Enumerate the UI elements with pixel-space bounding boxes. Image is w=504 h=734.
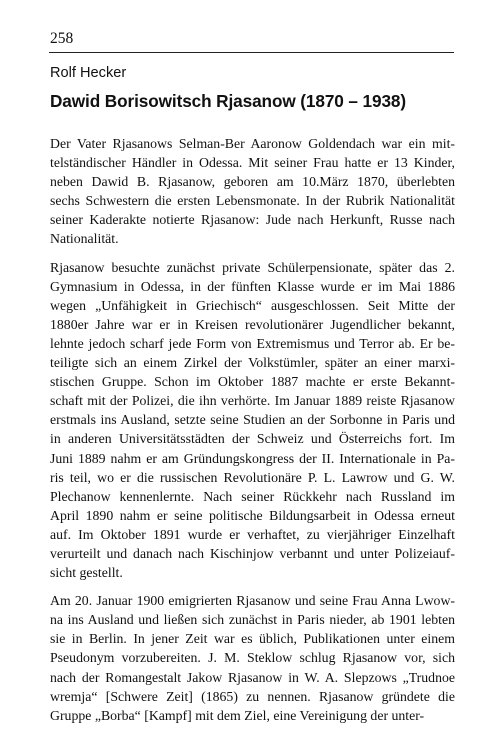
author-name: Rolf Hecker xyxy=(50,65,127,81)
text-line: schaft mit der Polizei, die ihn verhörte. Im Januar 1889 reiste Rjasanow xyxy=(50,393,455,409)
text-line: wremja“ [Schwere Zeit] (1865) zu nennen. Rjasanow gründete die xyxy=(50,688,455,704)
text-line: Gruppe „Borba“ [Kampf] mit dem Ziel, eine Vereinigung der unter- xyxy=(50,707,425,723)
text-line: stischen Gruppe. Schon im Oktober 1887 machte er erste Bekannt- xyxy=(50,374,455,390)
text-line: wegen „Unfähigkeit in Griechisch“ ausgeschlossen. Seit Mitte der xyxy=(50,297,455,313)
article-title: Dawid Borisowitsch Rjasanow (1870 – 1938) xyxy=(50,91,407,111)
paragraph xyxy=(50,134,455,249)
text-line: na ins Ausland und ließen sich zunächst in Paris nieder, ab 1901 lebten xyxy=(50,612,455,628)
text-line: Plechanow kennenlernte. Nach seiner Rückkehr nach Russland im xyxy=(50,488,455,504)
text-line: erstmals ins Ausland, setzte seine Studien an der Sorbonne in Paris und xyxy=(50,412,455,428)
text-line: Der Vater Rjasanows Selman-Ber Aaronow Goldendach war ein mit- xyxy=(50,136,455,151)
text-line: Rjasanow besuchte zunächst private Schülerpensionate, später das 2. xyxy=(50,259,455,275)
text-line: sicht gestellt. xyxy=(50,565,123,581)
text-line: 1880er Jahre war er in Kreisen revolutionärer Jugendlicher bekannt, xyxy=(50,316,455,332)
text-line: sechs Schwestern die ersten Lebensmonate. In der Rubrik Nationalität xyxy=(50,193,455,209)
text-line: auf. Im Oktober 1891 wurde er verhaftet, zu vierjähriger Einzelhaft xyxy=(50,526,455,542)
text-line: Gymnasium in Odessa, in der fünften Klasse wurde er im Mai 1886 xyxy=(50,278,455,294)
text-line: April 1890 nahm er seine politische Bildungsarbeit in Odessa erneut xyxy=(50,507,455,523)
text-line: ris teil, wo er die russischen Revolutionäre P. L. Lawrow und G. W. xyxy=(50,469,455,485)
text-line: Juni 1889 nahm er am Gründungskongress der II. Internationale in Pa- xyxy=(50,450,455,466)
text-line: telständischer Händler in Odessa. Mit seiner Frau hatte er 13 Kinder, xyxy=(50,155,455,171)
text-line: seiner Kaderakte notierte Rjasanow: Jude nach Herkunft, Russe nach xyxy=(50,212,455,228)
text-line: lehnte jedoch scharf jede Form von Extremismus und Terror ab. Er be- xyxy=(50,335,455,351)
text-line: sie in Berlin. In jener Zeit war es üblich, Publikationen unter einem xyxy=(50,631,455,647)
text-line: Pseudonym vorzubereiten. J. M. Steklow schlug Rjasanow vor, sich xyxy=(50,650,455,666)
page-number: 258 xyxy=(50,30,74,47)
text-line: Nationalität. xyxy=(50,231,119,247)
header-rule xyxy=(49,52,454,53)
text-line: teiligte sich an einem Zirkel der Volkstümler, später an einer marxi- xyxy=(50,355,455,371)
text-line: verurteilt und danach nach Kischinjow verbannt und unter Polizeiauf- xyxy=(50,545,455,561)
text-line: in anderen Universitätsstädten der Schweiz und Österreichs fort. Im xyxy=(50,431,455,447)
article-body xyxy=(50,134,455,734)
text-line: nach der Romangestalt Jakow Rjasanow in W. A. Slepzows „Trudnoe xyxy=(50,669,455,685)
text-line: neben Dawid B. Rjasanow, geboren am 10.März 1870, überlebten xyxy=(50,174,455,190)
text-line: Am 20. Januar 1900 emigrierten Rjasanow und seine Frau Anna Lwow- xyxy=(50,593,455,609)
paragraph xyxy=(50,591,455,725)
paragraph xyxy=(50,258,455,583)
